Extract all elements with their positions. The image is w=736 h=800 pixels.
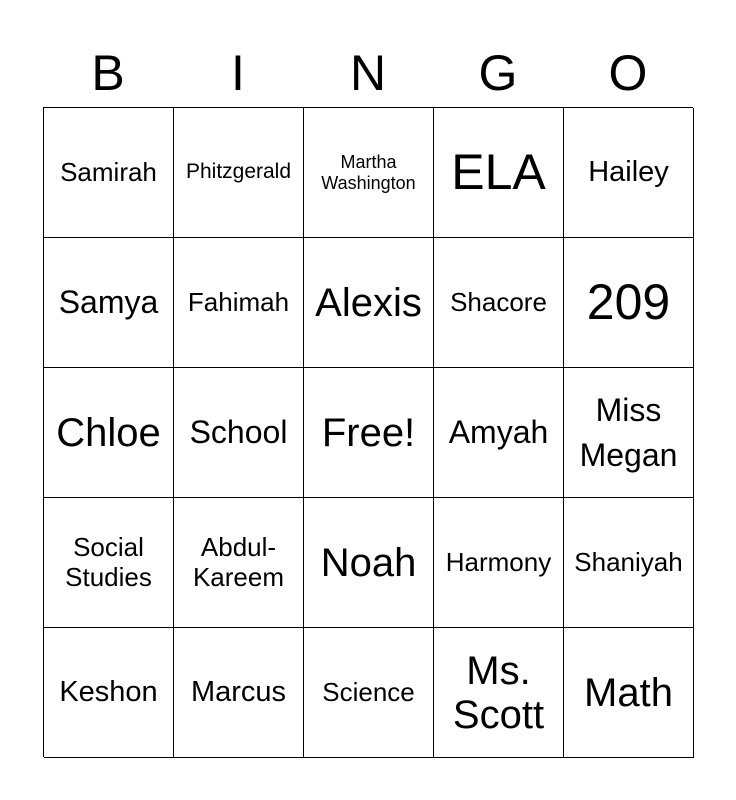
- bingo-cell[interactable]: Fahimah: [174, 238, 304, 368]
- bingo-cell[interactable]: Marcus: [174, 628, 304, 758]
- bingo-cell[interactable]: Social Studies: [44, 498, 174, 628]
- header-letter-i: I: [231, 45, 245, 101]
- bingo-cell[interactable]: Harmony: [434, 498, 564, 628]
- bingo-cell[interactable]: Phitzgerald: [174, 108, 304, 238]
- bingo-cell[interactable]: Science: [304, 628, 434, 758]
- bingo-cell[interactable]: School: [174, 368, 304, 498]
- bingo-header: [43, 40, 693, 106]
- header-letter-b: B: [91, 45, 125, 101]
- bingo-cell[interactable]: Noah: [304, 498, 434, 628]
- bingo-board: [43, 107, 693, 757]
- bingo-cell[interactable]: Hailey: [564, 108, 694, 238]
- header-letter-n: N: [349, 45, 387, 101]
- header-letter-o: O: [608, 45, 648, 101]
- bingo-cell[interactable]: Keshon: [44, 628, 174, 758]
- bingo-cell[interactable]: Free!: [304, 368, 434, 498]
- header-letter-g: G: [478, 45, 518, 101]
- bingo-cell[interactable]: Shaniyah: [564, 498, 694, 628]
- bingo-cell[interactable]: Miss Megan: [564, 368, 694, 498]
- bingo-cell[interactable]: ELA: [434, 108, 564, 238]
- bingo-cell[interactable]: Ms. Scott: [434, 628, 564, 758]
- bingo-cell[interactable]: Samya: [44, 238, 174, 368]
- bingo-cell[interactable]: Martha Washington: [304, 108, 434, 238]
- bingo-cell[interactable]: 209: [564, 238, 694, 368]
- bingo-cell[interactable]: Alexis: [304, 238, 434, 368]
- bingo-cell[interactable]: Samirah: [44, 108, 174, 238]
- bingo-cell[interactable]: Math: [564, 628, 694, 758]
- bingo-cell[interactable]: Shacore: [434, 238, 564, 368]
- bingo-cell[interactable]: Chloe: [44, 368, 174, 498]
- bingo-cell[interactable]: Amyah: [434, 368, 564, 498]
- bingo-cell[interactable]: Abdul-Kareem: [174, 498, 304, 628]
